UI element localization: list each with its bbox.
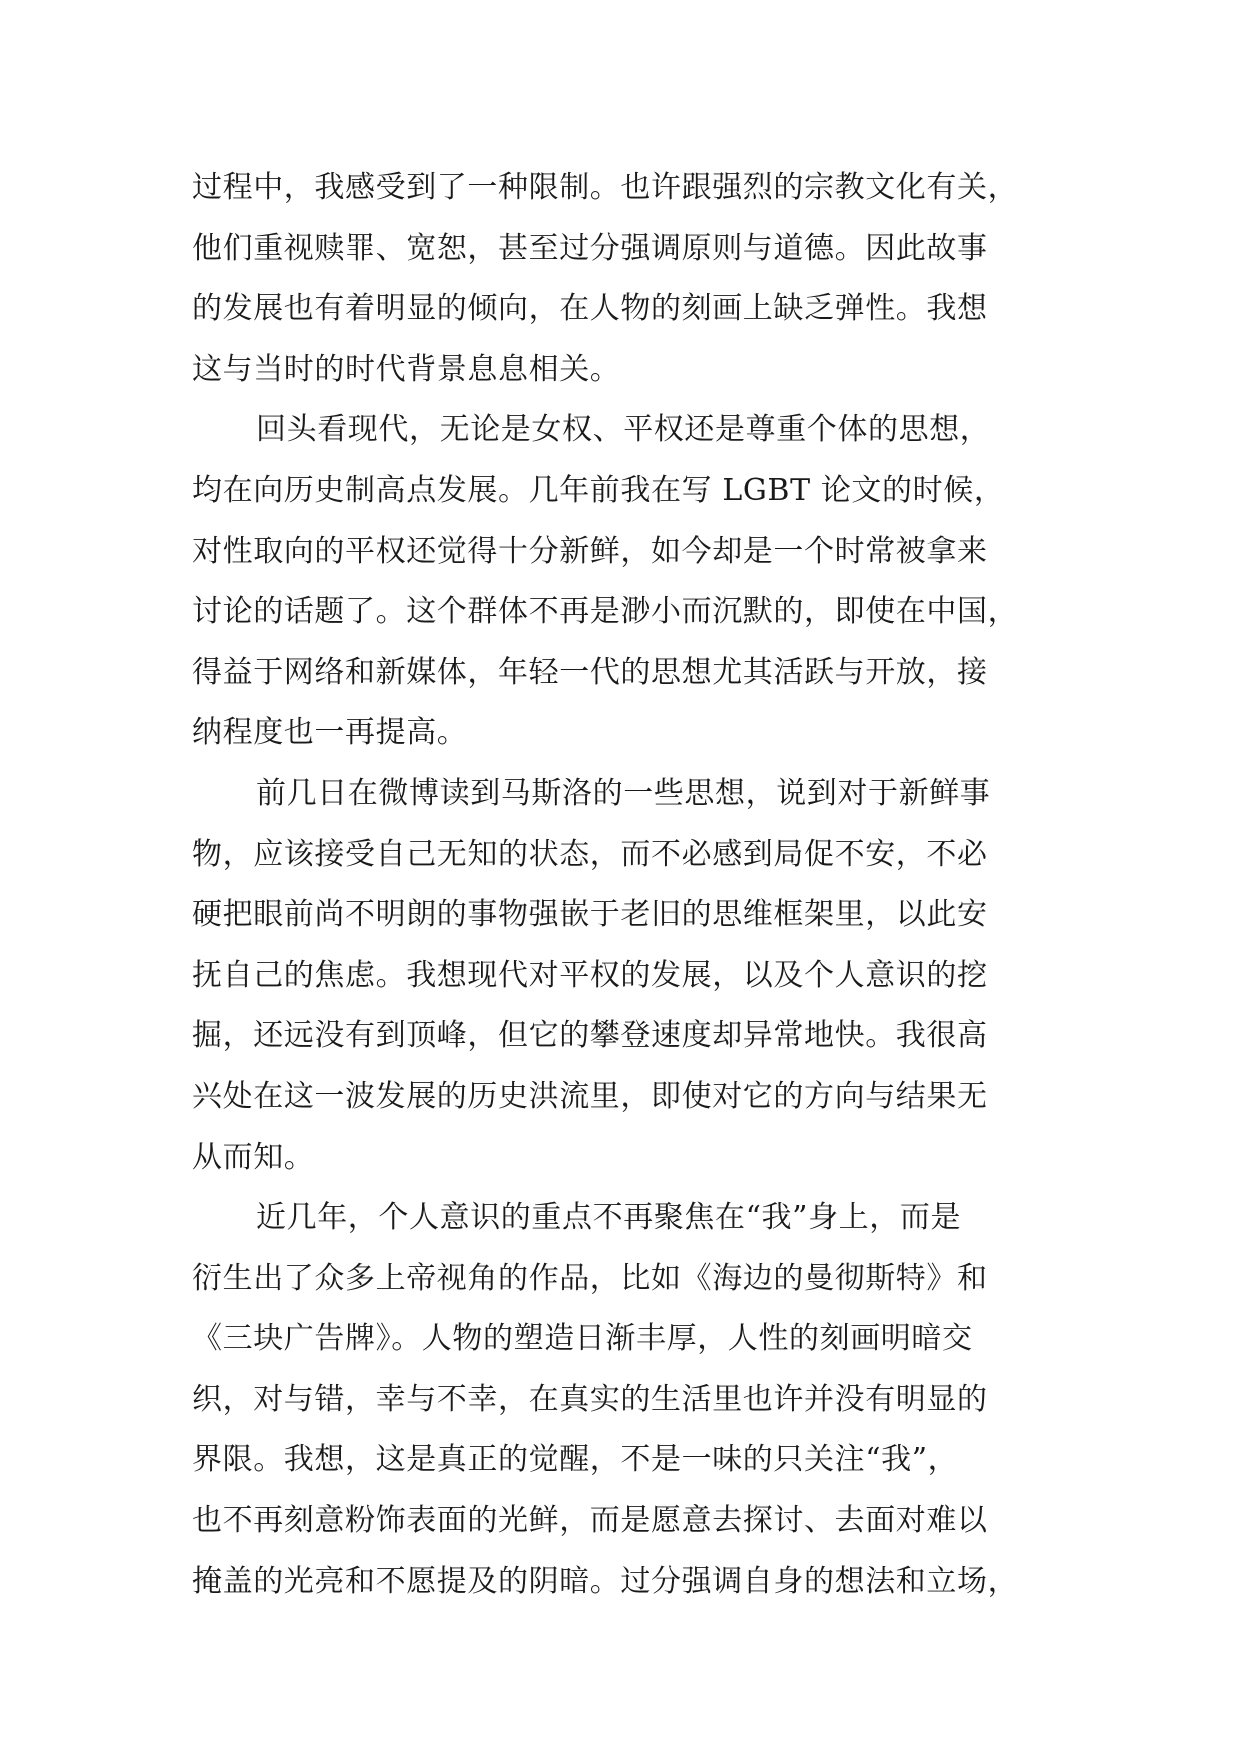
text-line: 掩盖的光亮和不愿提及的阴暗。过分强调自身的想法和立场，	[192, 1563, 1019, 1599]
text-line: 《三块广告牌》。人物的塑造日渐丰厚，人性的刻画明暗交	[192, 1321, 973, 1357]
text-line: 掘，还远没有到顶峰，但它的攀登速度却异常地快。我很高	[192, 1018, 988, 1054]
text-line: 过程中，我感受到了一种限制。也许跟强烈的宗教文化有关，	[192, 170, 1019, 205]
text-line: 从而知。	[192, 1139, 315, 1175]
text-line: 硬把眼前尚不明朗的事物强嵌于老旧的思维框架里，以此安	[192, 897, 988, 933]
text-line: 的发展也有着明显的倾向，在人物的刻画上缺乏弹性。我想	[192, 291, 988, 327]
text-line: 界限。我想，这是真正的觉醒，不是一味的只关注“我”，	[192, 1442, 959, 1478]
text-line: 也不再刻意粉饰表面的光鲜，而是愿意去探讨、去面对难以	[192, 1503, 988, 1539]
paragraph-first-line: 回头看现代，无论是女权、平权还是尊重个体的思想，	[256, 412, 991, 448]
text-line: 讨论的话题了。这个群体不再是渺小而沉默的，即使在中国，	[192, 594, 1019, 630]
paragraph-first-line: 前几日在微博读到马斯洛的一些思想，说到对于新鲜事	[256, 775, 991, 811]
text-line: 他们重视赎罪、宽恕，甚至过分强调原则与道德。因此故事	[192, 230, 988, 266]
text-line: 这与当时的时代背景息息相关。	[192, 351, 621, 387]
text-line: 得益于网络和新媒体，年轻一代的思想尤其活跃与开放，接	[192, 654, 988, 690]
text-line: 抚自己的焦虑。我想现代对平权的发展，以及个人意识的挖	[192, 957, 988, 993]
text-line: 兴处在这一波发展的历史洪流里，即使对它的方向与结果无	[192, 1078, 988, 1114]
text-line: 均在向历史制高点发展。几年前我在写 LGBT 论文的时候，	[192, 472, 1005, 508]
paragraph-first-line: 近几年，个人意识的重点不再聚焦在“我”身上，而是	[256, 1200, 962, 1236]
text-line: 物，应该接受自己无知的状态，而不必感到局促不安，不必	[192, 836, 988, 872]
text-line: 纳程度也一再提高。	[192, 715, 468, 751]
text-line: 衍生出了众多上帝视角的作品，比如《海边的曼彻斯特》和	[192, 1260, 988, 1296]
body-text	[192, 158, 1062, 1612]
text-line: 织，对与错，幸与不幸，在真实的生活里也许并没有明显的	[192, 1381, 988, 1417]
text-line: 对性取向的平权还觉得十分新鲜，如今却是一个时常被拿来	[192, 533, 988, 569]
